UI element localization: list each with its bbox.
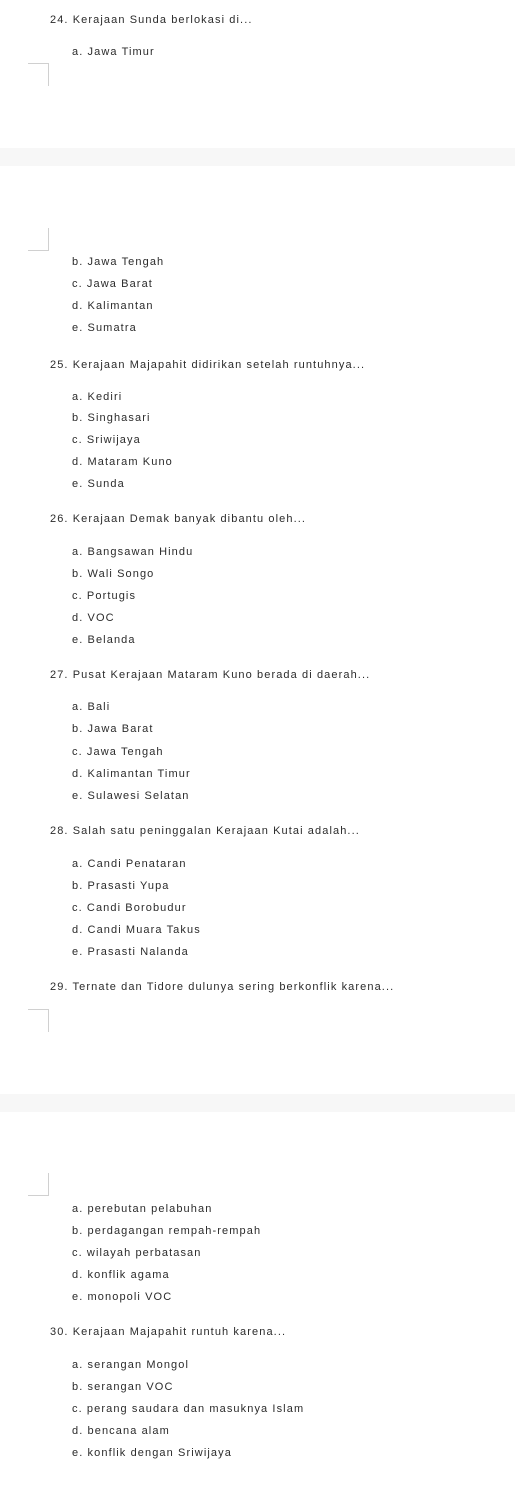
answer-option: a. Jawa Timur (72, 46, 155, 58)
answer-option: e. Sumatra (72, 322, 137, 334)
question-text: 27. Pusat Kerajaan Mataram Kuno berada di daerah... (50, 669, 371, 681)
page-break-band (0, 148, 515, 166)
answer-option: b. Wali Songo (72, 568, 155, 580)
answer-option: a. Kediri (72, 391, 123, 403)
answer-option: e. monopoli VOC (72, 1291, 173, 1303)
answer-option: e. Belanda (72, 634, 136, 646)
crop-mark-bottom (28, 1173, 49, 1196)
answer-option: d. bencana alam (72, 1425, 170, 1437)
answer-option: d. Candi Muara Takus (72, 924, 201, 936)
answer-option: b. Jawa Barat (72, 723, 154, 735)
answer-option: c. Jawa Barat (72, 278, 153, 290)
answer-option: e. Sunda (72, 478, 125, 490)
answer-option: c. Portugis (72, 590, 137, 602)
answer-option: a. perebutan pelabuhan (72, 1203, 213, 1215)
answer-option: e. Prasasti Nalanda (72, 946, 189, 958)
answer-option: b. serangan VOC (72, 1381, 174, 1393)
answer-option: e. konflik dengan Sriwijaya (72, 1447, 232, 1459)
question-text: 29. Ternate dan Tidore dulunya sering berkonflik karena... (50, 981, 395, 993)
answer-option: d. konflik agama (72, 1269, 170, 1281)
answer-option: a. Bangsawan Hindu (72, 546, 194, 558)
crop-mark-top (28, 1009, 49, 1032)
answer-option: a. Candi Penataran (72, 858, 187, 870)
page-break-band (0, 1094, 515, 1112)
question-text: 30. Kerajaan Majapahit runtuh karena... (50, 1326, 287, 1338)
answer-option: a. Bali (72, 701, 111, 713)
answer-option: d. Kalimantan (72, 300, 154, 312)
answer-option: c. Sriwijaya (72, 434, 141, 446)
answer-option: b. perdagangan rempah-rempah (72, 1225, 262, 1237)
answer-option: c. Candi Borobudur (72, 902, 187, 914)
answer-option: c. perang saudara dan masuknya Islam (72, 1403, 305, 1415)
answer-option: b. Jawa Tengah (72, 256, 165, 268)
answer-option: d. VOC (72, 612, 115, 624)
question-text: 25. Kerajaan Majapahit didirikan setelah runtuhnya... (50, 359, 366, 371)
answer-option: b. Prasasti Yupa (72, 880, 170, 892)
answer-option: e. Sulawesi Selatan (72, 790, 190, 802)
question-text: 28. Salah satu peninggalan Kerajaan Kutai adalah... (50, 825, 360, 837)
answer-option: d. Kalimantan Timur (72, 768, 191, 780)
answer-option: b. Singhasari (72, 412, 151, 424)
question-text: 24. Kerajaan Sunda berlokasi di... (50, 14, 253, 26)
answer-option: d. Mataram Kuno (72, 456, 173, 468)
answer-option: a. serangan Mongol (72, 1359, 190, 1371)
crop-mark-bottom (28, 228, 49, 251)
answer-option: c. Jawa Tengah (72, 746, 164, 758)
question-text: 26. Kerajaan Demak banyak dibantu oleh... (50, 513, 307, 525)
crop-mark-top (28, 63, 49, 86)
answer-option: c. wilayah perbatasan (72, 1247, 202, 1259)
